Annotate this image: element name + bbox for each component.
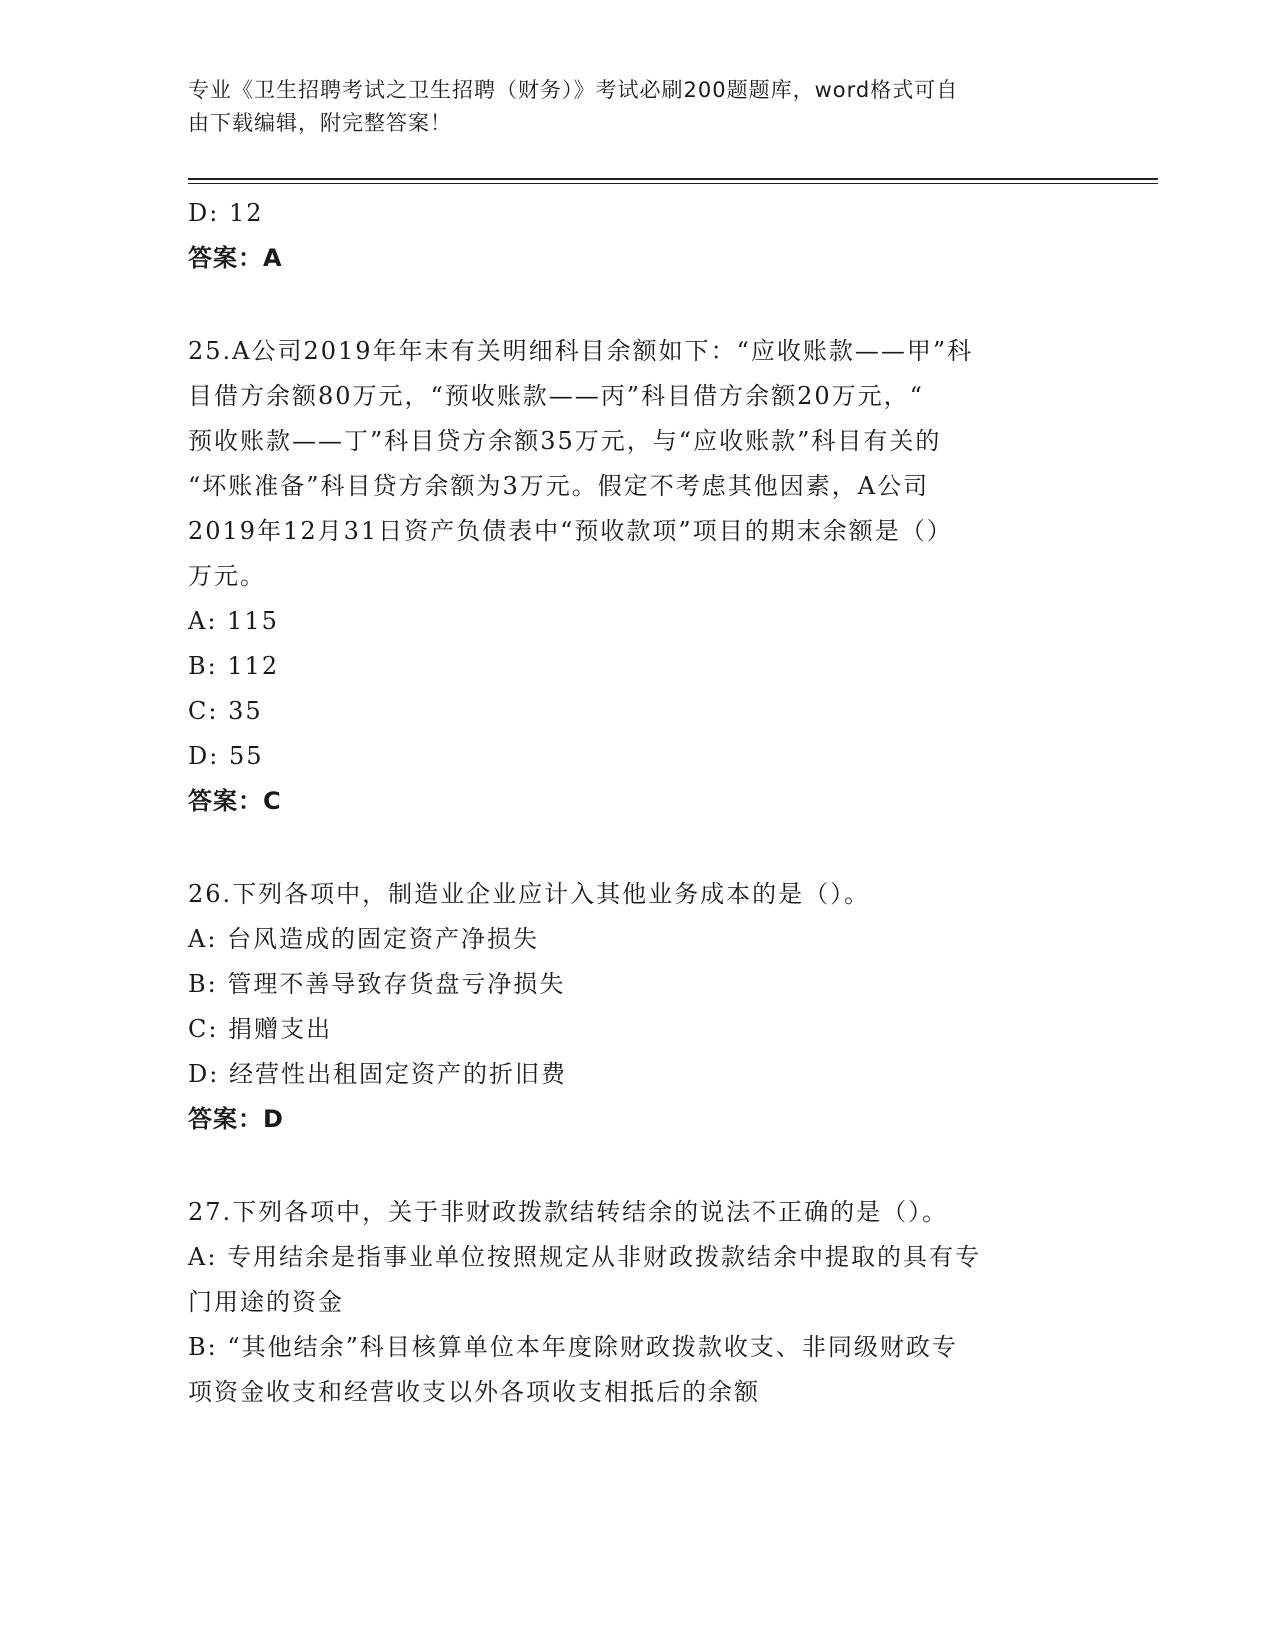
option-a: A: 专用结余是指事业单位按照规定从非财政拨款结余中提取的具有专 (188, 1243, 982, 1271)
document-header (188, 74, 1088, 140)
question-text-line: 万元。 (188, 562, 266, 590)
header-line-1: 专业《卫生招聘考试之卫生招聘（财务）》考试必刷200题题库，word格式可自 (188, 78, 959, 102)
question-text-line: 2019年12月31日资产负债表中“预收款项”项目的期末余额是（） (188, 517, 953, 545)
option-a: A: 台风造成的固定资产净损失 (188, 925, 540, 953)
option-d: D: 经营性出租固定资产的折旧费 (188, 1060, 567, 1088)
previous-question-tail (188, 191, 1088, 281)
option-a: A: 115 (188, 607, 279, 635)
document-body (188, 191, 1088, 1415)
question-text-line: 预收账款——丁”科目贷方余额35万元，与“应收账款”科目有关的 (188, 427, 942, 455)
option-b-continued: 项资金收支和经营收支以外各项收支相抵后的余额 (188, 1378, 760, 1406)
option-b: B: 112 (188, 652, 280, 680)
question-text-line: 26.下列各项中，制造业企业应计入其他业务成本的是（）。 (188, 880, 871, 908)
header-line-2: 由下载编辑，附完整答案！ (188, 111, 452, 135)
question-text-line: “坏账准备”科目贷方余额为3万元。假定不考虑其他因素，A公司 (188, 472, 930, 500)
answer: 答案：C (188, 787, 282, 815)
question-26 (188, 872, 1088, 1142)
header-rule-thick (188, 178, 1158, 180)
header-rule-thin (188, 183, 1158, 184)
question-25 (188, 329, 1088, 824)
option-b: B: “其他结余”科目核算单位本年度除财政拨款收支、非同级财政专 (188, 1333, 958, 1361)
option-d: D: 55 (188, 742, 264, 770)
question-text-line: 目借方余额80万元，“预收账款——丙”科目借方余额20万元，“ (188, 382, 924, 410)
question-text-line: 27.下列各项中，关于非财政拨款结转结余的说法不正确的是（）。 (188, 1198, 949, 1226)
question-text-line: 25.A公司2019年年末有关明细科目余额如下：“应收账款——甲”科 (188, 337, 974, 365)
answer: 答案：A (188, 244, 283, 272)
answer: 答案：D (188, 1105, 284, 1133)
option-c: C: 35 (188, 697, 263, 725)
option-a-continued: 门用途的资金 (188, 1288, 344, 1316)
option-b: B: 管理不善导致存货盘亏净损失 (188, 970, 566, 998)
option-c: C: 捐赠支出 (188, 1015, 333, 1043)
question-27 (188, 1190, 1088, 1415)
option-d: D: 12 (188, 199, 264, 227)
